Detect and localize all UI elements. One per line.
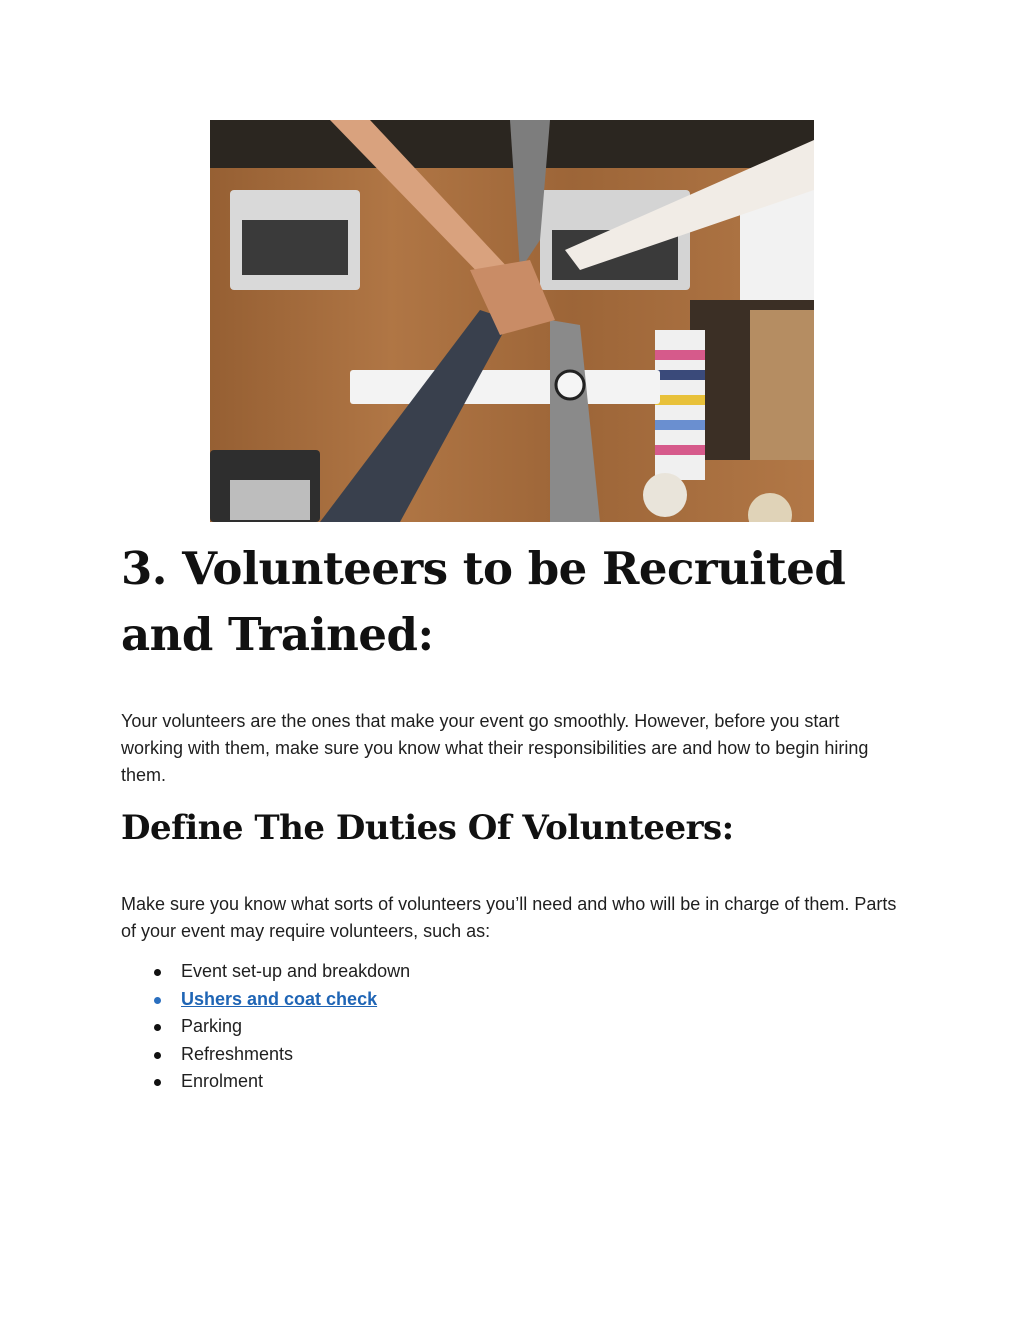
list-item [121,1041,821,1069]
bullet-icon [154,997,161,1004]
list-item-label: Enrolment [181,1071,264,1092]
list-item [121,1068,821,1096]
duties-list [121,958,821,1096]
list-item [121,1013,821,1041]
duties-intro-paragraph: Make sure you know what sorts of volunteers you’ll need and who will be in charge of them. Parts of your event may require volunteers, such as: [121,894,897,941]
list-item-label: Event set-up and breakdown [181,961,411,981]
intro-paragraph: Your volunteers are the ones that make your event go smoothly. However, before you start working with them, make sure you know what their responsibilities are and how to begin hiring them. [121,711,869,785]
ushers-coat-check-link[interactable]: Ushers and coat check [181,988,378,1009]
subsection-heading: Define The Duties Of Volunteers: [121,808,734,848]
hero-image [210,120,814,522]
teamwork-photo-illustration [210,120,814,522]
section-heading: 3. Volunteers to be Recruited and Trained: [121,542,846,661]
bullet-icon [154,1079,161,1086]
bullet-icon [154,1024,161,1031]
list-item [121,958,821,986]
list-item [121,986,821,1014]
list-item-label: Refreshments [181,1043,294,1064]
bullet-icon [154,969,161,976]
list-item-label: Parking [181,1016,243,1037]
bullet-icon [154,1052,161,1059]
